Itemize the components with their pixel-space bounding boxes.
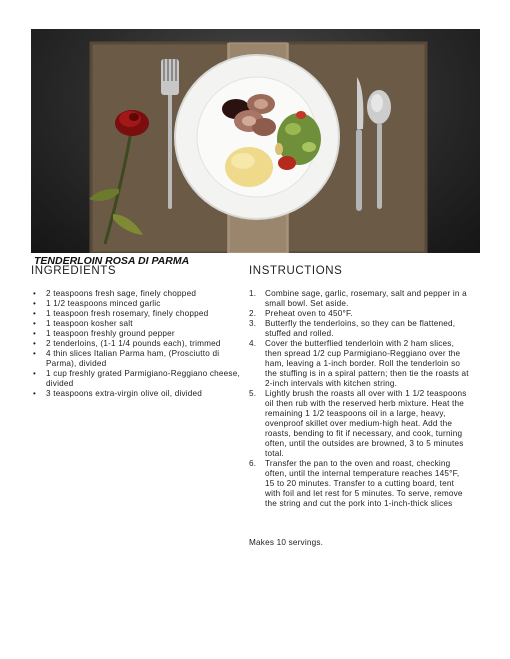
step-text: Butterfly the tenderloins, so they can be flattened, stuffed and rolled. bbox=[265, 319, 456, 338]
list-item: • 4 thin slices Italian Parma ham, (Prosciutto di Parma), divided bbox=[31, 349, 241, 369]
step-number: 3. bbox=[249, 319, 257, 328]
servings-note: Makes 10 servings. bbox=[249, 538, 324, 547]
recipe-photo bbox=[31, 29, 480, 253]
list-item: • 1 teaspoon kosher salt bbox=[31, 319, 241, 329]
step-number: 2. bbox=[249, 309, 257, 318]
list-item bbox=[249, 289, 471, 309]
list-item bbox=[249, 319, 471, 339]
list-item bbox=[249, 389, 471, 459]
list-item bbox=[249, 339, 471, 389]
step-text: Preheat oven to 450°F. bbox=[265, 309, 353, 318]
list-item: • 1 cup freshly grated Parmigiano-Reggiano cheese, divided bbox=[31, 369, 241, 389]
step-number: 1. bbox=[249, 289, 257, 298]
instructions-list bbox=[249, 289, 471, 509]
list-item: • 3 teaspoons extra-virgin olive oil, divided bbox=[31, 389, 241, 399]
step-number: 6. bbox=[249, 459, 257, 468]
step-text: Combine sage, garlic, rosemary, salt and pepper in a small bowl. Set aside. bbox=[265, 289, 467, 308]
ingredients-heading: INGREDIENTS bbox=[31, 265, 117, 277]
step-number: 5. bbox=[249, 389, 257, 398]
step-text: Transfer the pan to the oven and roast, checking often, until the internal temperature reaches 145°F, 15 to 20 minutes. Transfer to a cutting board, tent with foil and let rest for 5 minutes. To serve, remove the string and cut the pork into 1-inch-thick slices bbox=[265, 459, 463, 508]
step-text: Lightly brush the roasts all over with 1 1/2 teaspoons oil then rub with the reserved herb mixture. Heat the remaining 1 1/2 teaspoons oil in a large, heavy, ovenproof skillet over medium-high heat. Add the roasts, bending to fit if necessary, and cook, turning often, until the outsides are browned, 3 to 5 minutes total. bbox=[265, 389, 467, 458]
recipe-title: TENDERLOIN ROSA DI PARMA bbox=[34, 255, 190, 267]
step-text: Cover the butterflied tenderloin with 2 ham slices, then spread 1/2 cup Parmigiano-Reggiano over the ham, leaving a 1-inch border. Roll the tenderloin so the stuffing is in a spiral pattern; then tie the roasts at 2-inch intervals with kitchen string. bbox=[265, 339, 469, 388]
list-item bbox=[249, 459, 471, 509]
list-item: • 1 1/2 teaspoons minced garlic bbox=[31, 299, 241, 309]
step-number: 4. bbox=[249, 339, 257, 348]
list-item bbox=[249, 309, 471, 319]
list-item: • 2 teaspoons fresh sage, finely chopped bbox=[31, 289, 241, 299]
list-item: • 1 teaspoon freshly ground pepper bbox=[31, 329, 241, 339]
plated-dish-illustration bbox=[31, 29, 480, 253]
ingredients-list bbox=[31, 289, 241, 399]
list-item: • 2 tenderloins, (1-1 1/4 pounds each), trimmed bbox=[31, 339, 241, 349]
instructions-heading: INSTRUCTIONS bbox=[249, 265, 343, 277]
list-item: • 1 teaspoon fresh rosemary, finely chopped bbox=[31, 309, 241, 319]
